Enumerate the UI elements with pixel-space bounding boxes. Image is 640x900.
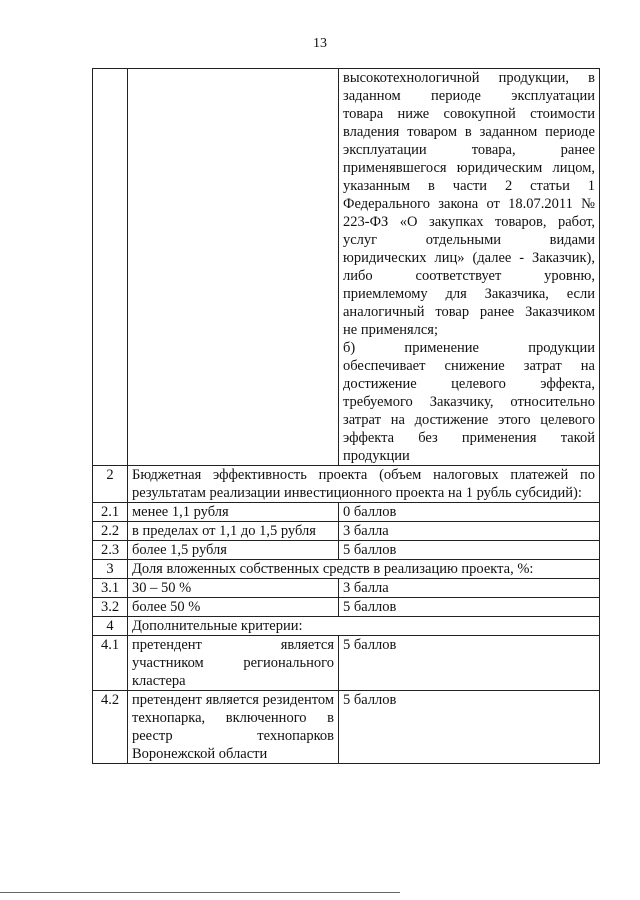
text-line: юридических лиц» (далее - Заказчик),	[343, 250, 595, 266]
table-row	[93, 541, 600, 560]
criterion-cell: претендент является резидентом технопарка, включенного в реестр технопарков Воронежской области	[128, 691, 339, 764]
text-line: не применялся;	[343, 322, 439, 338]
text-line: высокотехнологичной продукции, в	[343, 70, 595, 86]
table-row	[93, 503, 600, 522]
text-line: б) применение продукции	[343, 340, 595, 356]
text-line: указанным в части 2 статьи 1	[343, 178, 595, 194]
criterion-cell: более 1,5 рубля	[128, 541, 339, 560]
text-line: эксплуатации товара, ранее	[343, 142, 595, 158]
criterion-cell: менее 1,1 рубля	[128, 503, 339, 522]
score-cell: 3 балла	[339, 522, 600, 541]
criterion-cell: в пределах от 1,1 до 1,5 рубля	[128, 522, 339, 541]
text-line: эффекта без применения такой	[343, 430, 595, 446]
table-row	[93, 691, 600, 764]
text-line: либо соответствует уровню,	[343, 268, 595, 284]
row-number: 4.1	[93, 636, 128, 691]
criterion-cell: более 50 %	[128, 598, 339, 617]
table-row	[93, 466, 600, 503]
score-cell: 5 баллов	[339, 636, 600, 691]
text-line: требуемого Заказчику, относительно	[343, 394, 595, 410]
section-heading: Дополнительные критерии:	[128, 617, 600, 636]
row-number: 2	[93, 466, 128, 503]
text-line: владения товаром в заданном периоде	[343, 124, 595, 140]
section-heading: Доля вложенных собственных средств в реализацию проекта, %:	[128, 560, 600, 579]
table-row	[93, 579, 600, 598]
footer-rule	[0, 892, 400, 893]
text-line: услуг отдельными видами	[343, 232, 595, 248]
table-row	[93, 522, 600, 541]
row-number: 3.2	[93, 598, 128, 617]
row-number: 4	[93, 617, 128, 636]
text-line: 223-ФЗ «О закупках товаров, работ,	[343, 214, 595, 230]
text-line: применявшегося юридическим лицом,	[343, 160, 595, 176]
row-number: 2.1	[93, 503, 128, 522]
continuation-cell	[339, 69, 600, 466]
text-line: приемлемому для Заказчика, если	[343, 286, 595, 302]
page-number: 13	[313, 36, 327, 51]
table-row	[93, 636, 600, 691]
row-number: 2.3	[93, 541, 128, 560]
table-row	[93, 598, 600, 617]
table-row	[93, 69, 600, 466]
text-line: заданном периоде эксплуатации	[343, 88, 595, 104]
criterion-cell: претендент является участником регионального кластера	[128, 636, 339, 691]
section-heading: Бюджетная эффективность проекта (объем налоговых платежей по результатам реализации инвестиционного проекта на 1 рубль субсидий):	[128, 466, 600, 503]
table-row	[93, 560, 600, 579]
text-line: товара ниже совокупной стоимости	[343, 106, 595, 122]
score-cell: 5 баллов	[339, 541, 600, 560]
row-number	[93, 69, 128, 466]
row-number: 3	[93, 560, 128, 579]
criteria-table	[92, 68, 600, 764]
criterion-cell: 30 – 50 %	[128, 579, 339, 598]
score-cell: 5 баллов	[339, 598, 600, 617]
text-line: продукции	[343, 448, 410, 464]
text-line: достижение целевого эффекта,	[343, 376, 595, 392]
row-number: 2.2	[93, 522, 128, 541]
score-cell: 5 баллов	[339, 691, 600, 764]
table-row	[93, 617, 600, 636]
score-cell: 3 балла	[339, 579, 600, 598]
text-line: Федерального закона от 18.07.2011 №	[343, 196, 595, 212]
text-line: обеспечивает снижение затрат на	[343, 358, 595, 374]
text-line: затрат на достижение этого целевого	[343, 412, 595, 428]
score-cell: 0 баллов	[339, 503, 600, 522]
row-number: 3.1	[93, 579, 128, 598]
row-number: 4.2	[93, 691, 128, 764]
criterion-cell	[128, 69, 339, 466]
text-line: аналогичный товар ранее Заказчиком	[343, 304, 595, 320]
